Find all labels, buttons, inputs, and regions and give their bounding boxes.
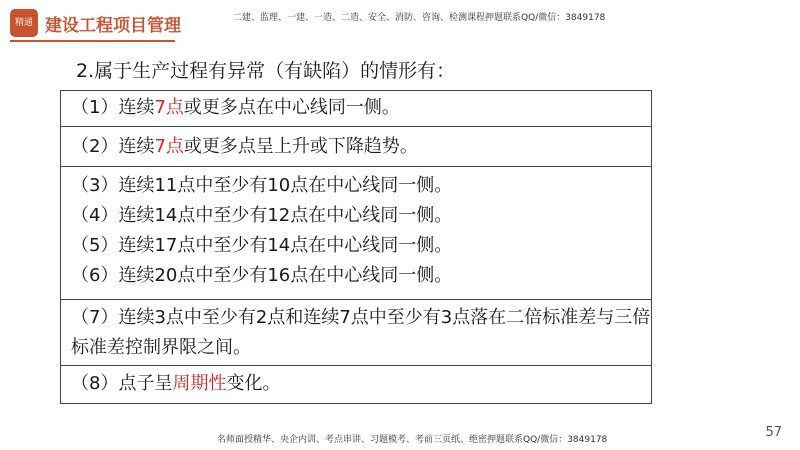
criteria-row [61,91,651,127]
header-divider [10,40,175,42]
item-suffix: 或更多点呈上升或下降趋势。 [183,136,418,157]
criteria-item: （6）连续20点中至少有16点在中心线同一侧。 [71,265,453,286]
item-suffix: 变化。 [226,373,281,394]
footer-contact-note: 名师面授精华、央企内训、考点串讲、习题模考、考前三页纸、绝密押题联系QQ/微信：3849178 [217,435,608,445]
criteria-item [71,93,651,123]
section-heading: 2.属于生产过程有异常（有缺陷）的情形有： [76,60,456,82]
criteria-item: （7）连续3点中至少有2点和连续7点中至少有3点落在二倍标准差与三倍标准差控制界限之间。 [71,307,651,358]
logo-badge: 精通 [10,9,38,37]
item-highlight: 7点 [154,136,184,157]
criteria-item [71,132,651,162]
page-number: 57 [765,425,782,440]
criteria-item [71,369,651,399]
brand-title: 建设工程项目管理 [45,16,181,36]
criteria-item: （4）连续14点中至少有12点在中心线同一侧。 [71,205,453,226]
criteria-table [60,90,652,404]
item-suffix: 或更多点在中心线同一侧。 [183,97,400,118]
criteria-row [61,167,651,300]
item-prefix: （8）点子呈 [71,373,173,394]
criteria-row [61,366,651,403]
criteria-row [61,127,651,167]
item-prefix: （1）连续 [71,97,155,118]
criteria-item: （3）连续11点中至少有10点在中心线同一侧。 [71,175,453,196]
top-contact-note: 二建、监理、一建、一造、二造、安全、消防、咨询、检测课程押题联系QQ/微信：3849178 [233,13,606,23]
criteria-row [61,300,651,366]
item-highlight: 7点 [154,97,184,118]
criteria-item: （5）连续17点中至少有14点在中心线同一侧。 [71,235,453,256]
item-prefix: （2）连续 [71,136,155,157]
item-highlight: 周期性 [172,373,227,394]
